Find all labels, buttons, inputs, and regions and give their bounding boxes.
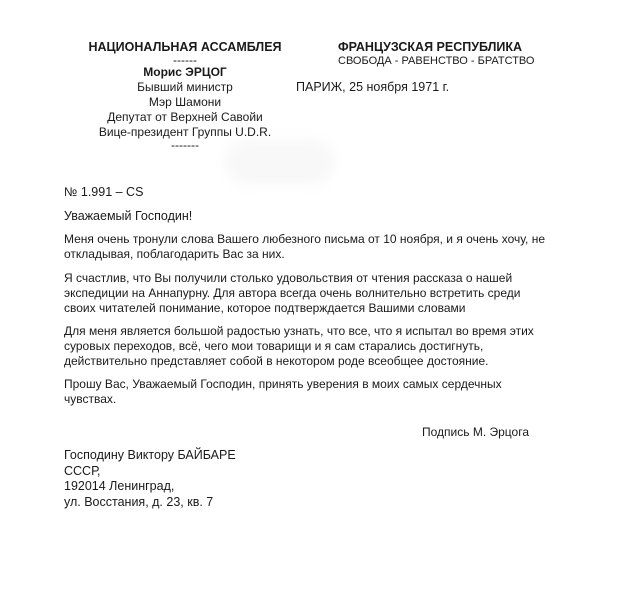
text-line: экспедиции на Аннапурну. Для автора всегда очень волнительно встретить среди (64, 286, 521, 300)
address-line: СССР, (64, 463, 101, 478)
paragraph-1 (64, 232, 564, 262)
separator: ------- (171, 138, 199, 152)
text-line: Меня очень тронули слова Вашего любезного письма от 10 ноября, и я очень хочу, не (64, 232, 546, 246)
text-line: чувствах. (64, 392, 117, 406)
text-line: Прошу Вас, Уважаемый Господин, принять уверения в моих самых сердечных (64, 377, 502, 391)
recipient-address (64, 448, 236, 510)
republic-heading (338, 40, 534, 68)
paragraph-2 (64, 271, 564, 316)
text-line: суровых переходов, всё, чего мои товарищи и я сам старались достигнуть, (64, 339, 484, 353)
salutation: Уважаемый Господин! (64, 209, 193, 223)
sender-title: Бывший министр (137, 80, 233, 94)
text-line: откладывая, поблагодарить Вас за них. (64, 247, 285, 261)
separator: ------ (173, 53, 197, 67)
address-line: ул. Восстания, д. 23, кв. 7 (64, 494, 214, 509)
text-line: действительно представляет собой в некотором роде всеобщее достояние. (64, 354, 489, 368)
text-line: своих читателей понимание, которое подтверждается Вашими словами (64, 301, 466, 315)
institution-name: НАЦИОНАЛЬНАЯ АССАМБЛЕЯ (88, 40, 282, 54)
republic-name: ФРАНЦУЗСКАЯ РЕСПУБЛИКА (338, 40, 523, 54)
date-line: ПАРИЖ, 25 ноября 1971 г. (296, 80, 450, 94)
signature-line: Подпись М. Эрцога (422, 425, 529, 439)
sender-letterhead (60, 40, 310, 150)
reference-number: № 1.991 – CS (64, 185, 144, 199)
paragraph-3 (64, 324, 564, 369)
text-line: Я счастлив, что Вы получили столько удовольствия от чтения рассказа о нашей (64, 271, 513, 285)
republic-motto: СВОБОДА - РАВЕНСТВО - БРАТСТВО (338, 55, 535, 67)
text-line: Для меня является большой радостью узнать, что все, что я испытал во время этих (64, 324, 534, 338)
sender-title: Вице-президент Группы U.D.R. (98, 125, 272, 139)
sender-name: Морис ЭРЦОГ (143, 65, 227, 79)
paragraph-4 (64, 377, 564, 407)
address-line: 192014 Ленинград, (64, 479, 175, 493)
address-line: Господину Виктору БАЙБАРЕ (64, 448, 236, 462)
sender-title: Депутат от Верхней Савойи (107, 110, 263, 124)
sender-title: Мэр Шамони (148, 95, 222, 109)
